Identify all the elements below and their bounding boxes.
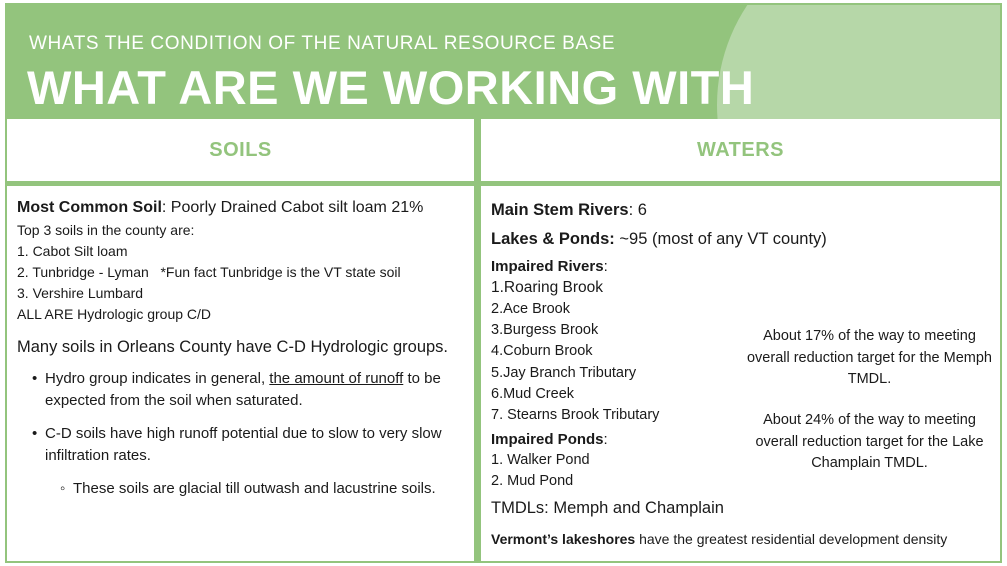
soils-heading: SOILS [7, 119, 474, 186]
page-subtitle: WHATS THE CONDITION OF THE NATURAL RESOURCE BASE [29, 33, 616, 54]
header-banner [7, 5, 1000, 119]
impaired-river-item: 2.Ace Brook [491, 301, 570, 317]
slide [5, 3, 1002, 563]
waters-heading: WATERS [481, 119, 1000, 186]
tmdls-line: TMDLs: Memph and Champlain [491, 498, 724, 517]
lakeshores-note [491, 529, 996, 549]
impaired-pond-item: 1. Walker Pond [491, 452, 590, 469]
decorative-circle [717, 5, 1000, 119]
impaired-ponds-label: Impaired Ponds [491, 431, 604, 449]
top3-item: 3. Vershire Lumbard [17, 285, 144, 301]
impaired-river-item: 5.Jay Branch Tributary [491, 364, 637, 381]
impaired-rivers-heading: Impaired Rivers: [491, 258, 608, 275]
top3-item: 1. Cabot Silt loam [17, 243, 128, 259]
hydro-group-note: ALL ARE Hydrologic group C/D [17, 306, 212, 322]
impaired-pond-item: 2. Mud Pond [491, 473, 574, 490]
main-stem-value: : 6 [628, 201, 647, 219]
soils-paragraph: Many soils in Orleans County have C-D Hydrologic groups. [17, 338, 449, 356]
lakeshores-bold: Vermont’s lakeshores [491, 530, 636, 547]
memph-tmdl-note: About 17% of the way to meeting overall reduction target for the Memph TMDL. [746, 328, 992, 387]
sub-bullet-item: ◦ These soils are glacial till outwash and lacustrine soils. [17, 478, 469, 500]
bullet-text: to be expected from the soil when saturated. [45, 370, 441, 409]
lakes-label: Lakes & Ponds: [491, 230, 615, 248]
runoff-link-text: the amount of runoff [269, 370, 404, 387]
impaired-ponds-heading: Impaired Ponds: [491, 431, 608, 449]
most-common-soil [17, 199, 469, 217]
soils-bullets [17, 368, 469, 500]
top3-intro: Top 3 soils in the county are: [17, 222, 195, 238]
top3-item: 2. Tunbridge - Lyman *Fun fact Tunbridge is the VT state soil [17, 264, 401, 280]
impaired-river-item: 6.Mud Creek [491, 385, 575, 402]
lakes-value: ~95 (most of any VT county) [614, 230, 827, 248]
column-divider [474, 119, 481, 563]
main-stem-rivers [491, 199, 996, 221]
lakeshores-rest: have the greatest residential development density [635, 530, 948, 547]
lakes-ponds [491, 228, 996, 250]
page-title: WHAT ARE WE WORKING WITH [27, 61, 755, 114]
impaired-river-item: 3.Burgess Brook [491, 322, 599, 339]
impaired-river-item: 1.Roaring Brook [491, 279, 604, 296]
main-stem-label: Main Stem Rivers [491, 201, 629, 219]
bullet-item [17, 368, 469, 412]
champlain-tmdl-note: About 24% of the way to meeting overall reduction target for the Lake Champlain TMDL. [755, 412, 984, 471]
bullet-item: • C-D soils have high runoff potential due to slow to very slow infiltration rates. [17, 423, 469, 467]
bullet-text: Hydro group indicates in general, [45, 370, 270, 387]
soils-panel [17, 199, 469, 500]
most-common-soil-value: : Poorly Drained Cabot silt loam 21% [161, 199, 424, 216]
impaired-river-item: 4.Coburn Brook [491, 343, 593, 360]
impaired-rivers-label: Impaired Rivers [491, 258, 604, 275]
impaired-river-item: 7. Stearns Brook Tributary [491, 407, 660, 424]
most-common-soil-label: Most Common Soil [17, 199, 162, 216]
